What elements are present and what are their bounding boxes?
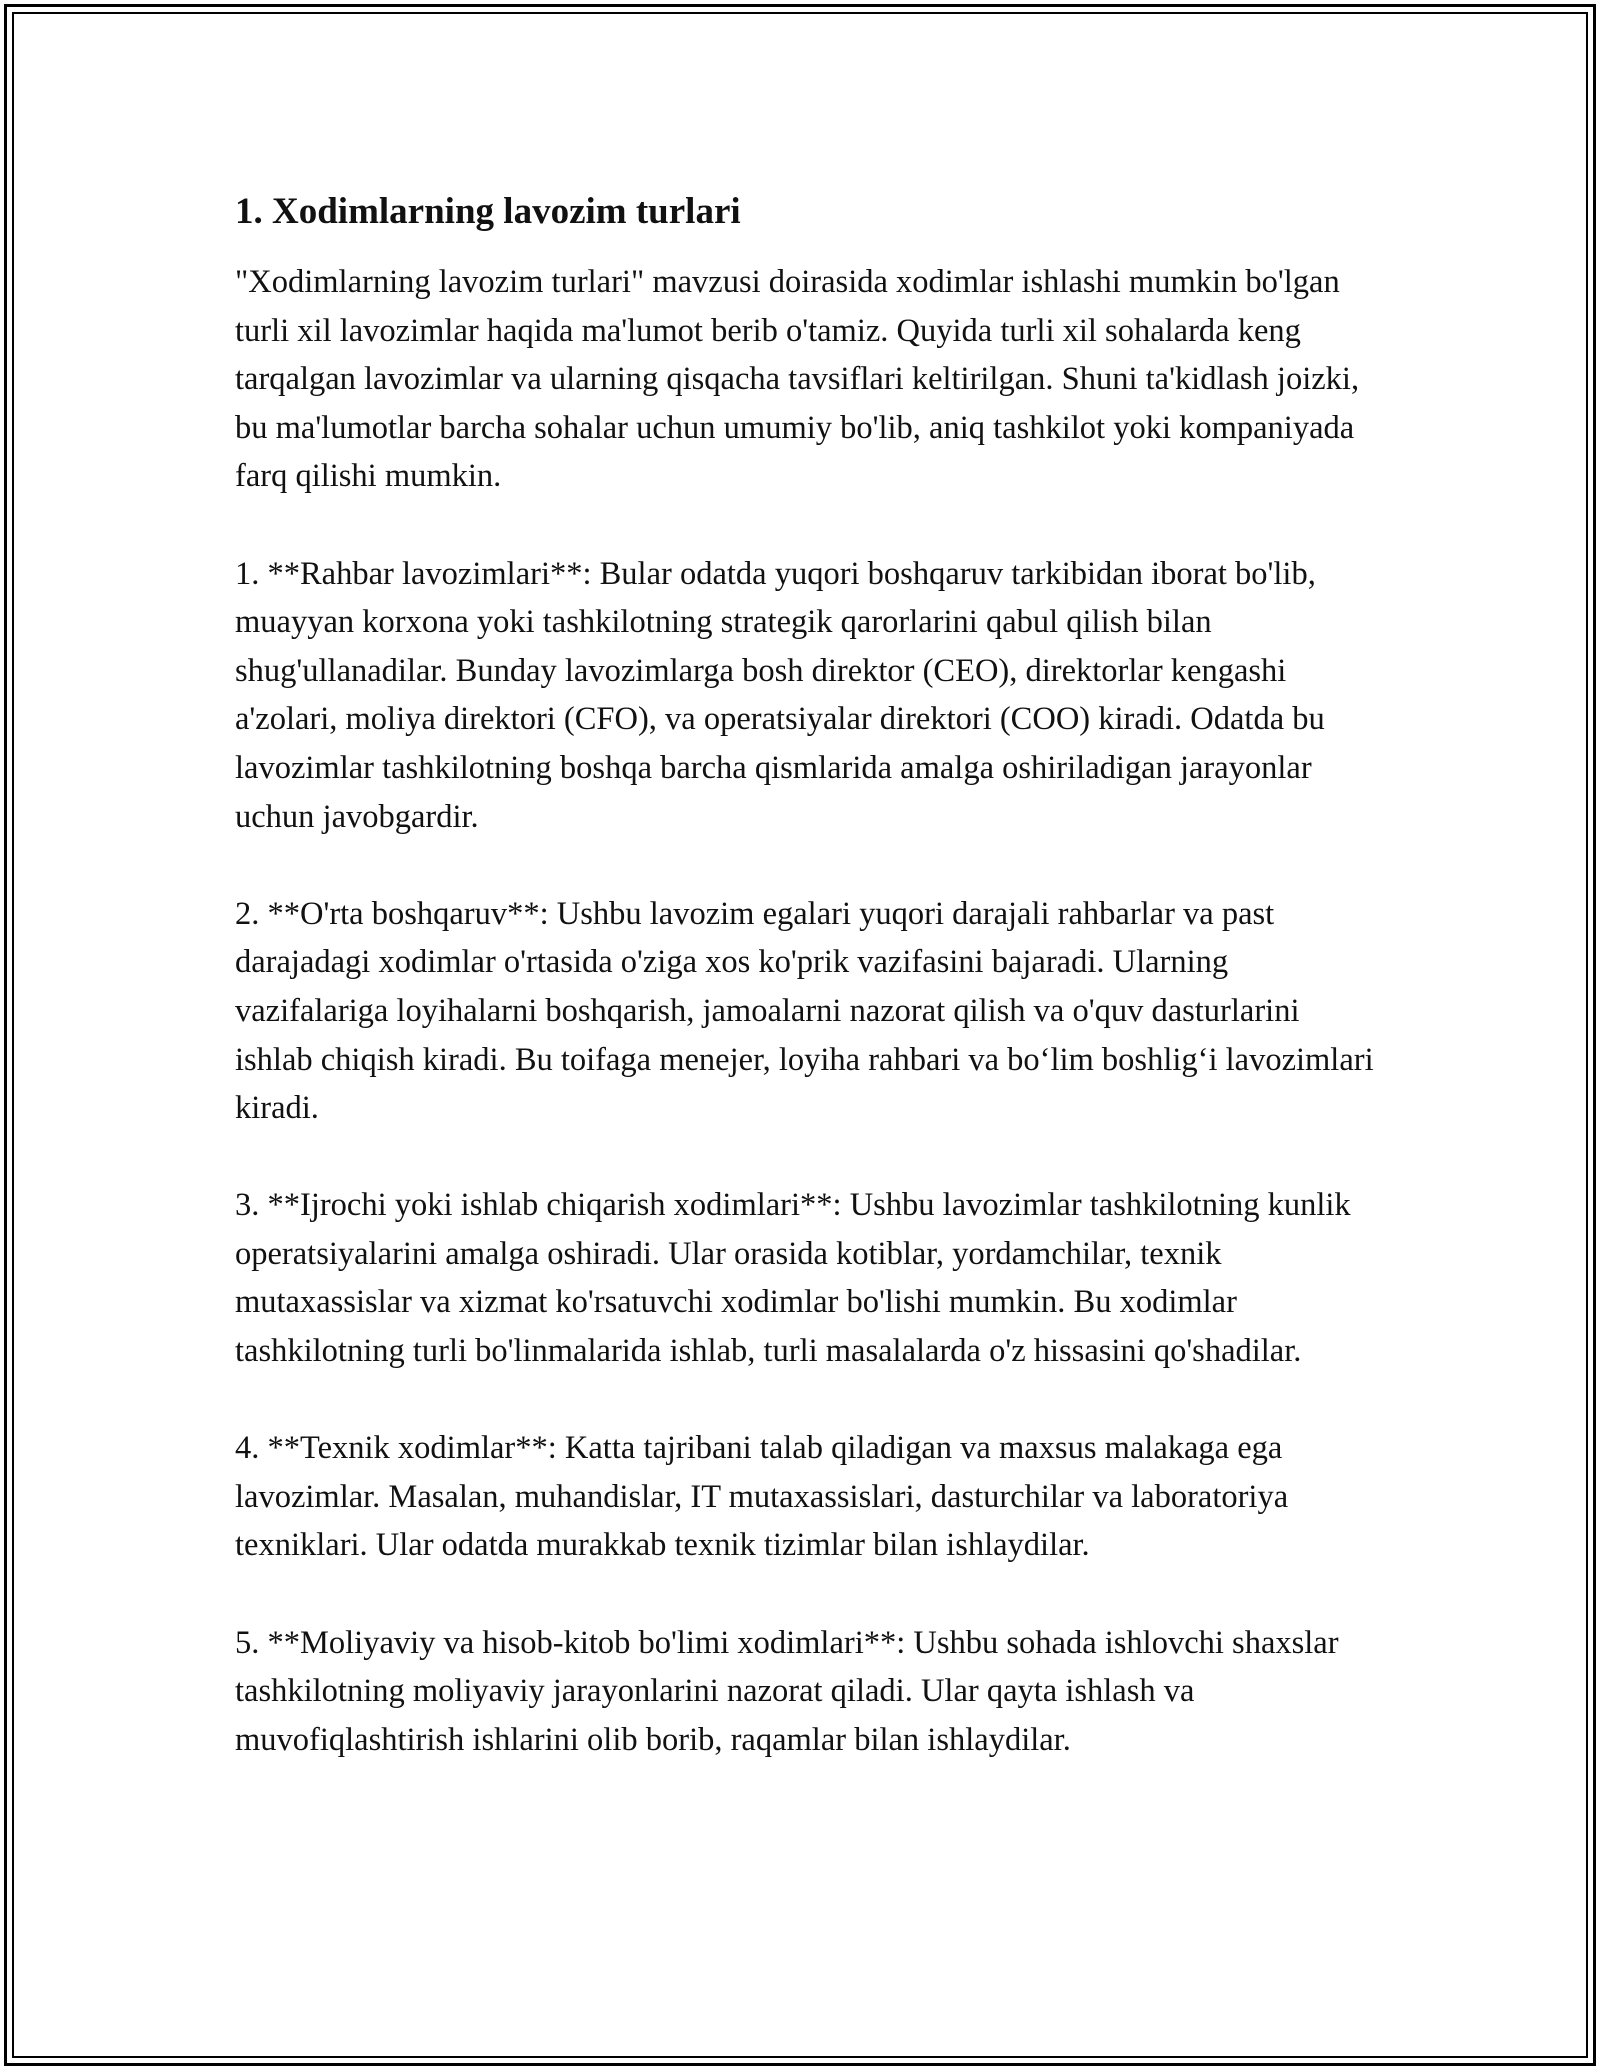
- list-item-ijrochi-xodimlar: 3. **Ijrochi yoki ishlab chiqarish xodimlari**: Ushbu lavozimlar tashkilotning kunlik operatsiyalarini amalga oshiradi. Ular orasida kotiblar, yordamchilar, texnik mutaxassislar va xizmat ko'rsatuvchi xodimlar bo'lishi mumkin. Bu xodimlar tashkilotning turli bo'linmalarida ishlab, turli masalalarda o'z hissasini qo'shadilar.: [235, 1187, 1351, 1370]
- list-item-moliyaviy-xodimlar: 5. **Moliyaviy va hisob-kitob bo'limi xodimlari**: Ushbu sohada ishlovchi shaxslar tashkilotning moliyaviy jarayonlarini nazorat qiladi. Ular qayta ishlash va muvofiqlashtirish ishlarini olib borib, raqamlar bilan ishlaydilar.: [235, 1624, 1339, 1758]
- document-title: 1. Xodimlarning lavozim turlari: [235, 191, 741, 232]
- list-item-rahbar-lavozimlari: 1. **Rahbar lavozimlari**: Bular odatda yuqori boshqaruv tarkibidan iborat bo'lib, muayyan korxona yoki tashkilotning strategik qarorlarini qabul qilish bilan shug'ullanadilar. Bunday lavozimlarga bosh direktor (CEO), direktorlar kengashi a'zolari, moliya direktori (CFO), va operatsiyalar direktori (COO) kiradi. Odatda bu lavozimlar tashkilotning boshqa barcha qismlarida amalga oshiriladigan jarayonlar uchun javobgardir.: [235, 555, 1325, 835]
- list-item-texnik-xodimlar: 4. **Texnik xodimlar**: Katta tajribani talab qiladigan va maxsus malakaga ega lavozimlar. Masalan, muhandislar, IT mutaxassislari, dasturchilar va laboratoriya texniklari. Ular odatda murakkab texnik tizimlar bilan ishlaydilar.: [235, 1430, 1289, 1564]
- list-item-orta-boshqaruv: 2. **O'rta boshqaruv**: Ushbu lavozim egalari yuqori darajali rahbarlar va past darajadagi xodimlar o'rtasida o'ziga xos ko'prik vazifasini bajaradi. Ularning vazifalariga loyihalarni boshqarish, jamoalarni nazorat qilish va o'quv dasturlarini ishlab chiqish kiradi. Bu toifaga menejer, loyiha rahbari va bo‘lim boshlig‘i lavozimlari kiradi.: [235, 895, 1374, 1127]
- intro-paragraph: "Xodimlarning lavozim turlari" mavzusi doirasida xodimlar ishlashi mumkin bo'lgan turli xil lavozimlar haqida ma'lumot berib o'tamiz. Quyida turli xil sohalarda keng tarqalgan lavozimlar va ularning qisqacha tavsiflari keltirilgan. Shuni ta'kidlash joizki, bu ma'lumotlar barcha sohalar uchun umumiy bo'lib, aniq tashkilot yoki kompaniyada farq qilishi mumkin.: [235, 264, 1360, 495]
- document-body: [235, 188, 1375, 1764]
